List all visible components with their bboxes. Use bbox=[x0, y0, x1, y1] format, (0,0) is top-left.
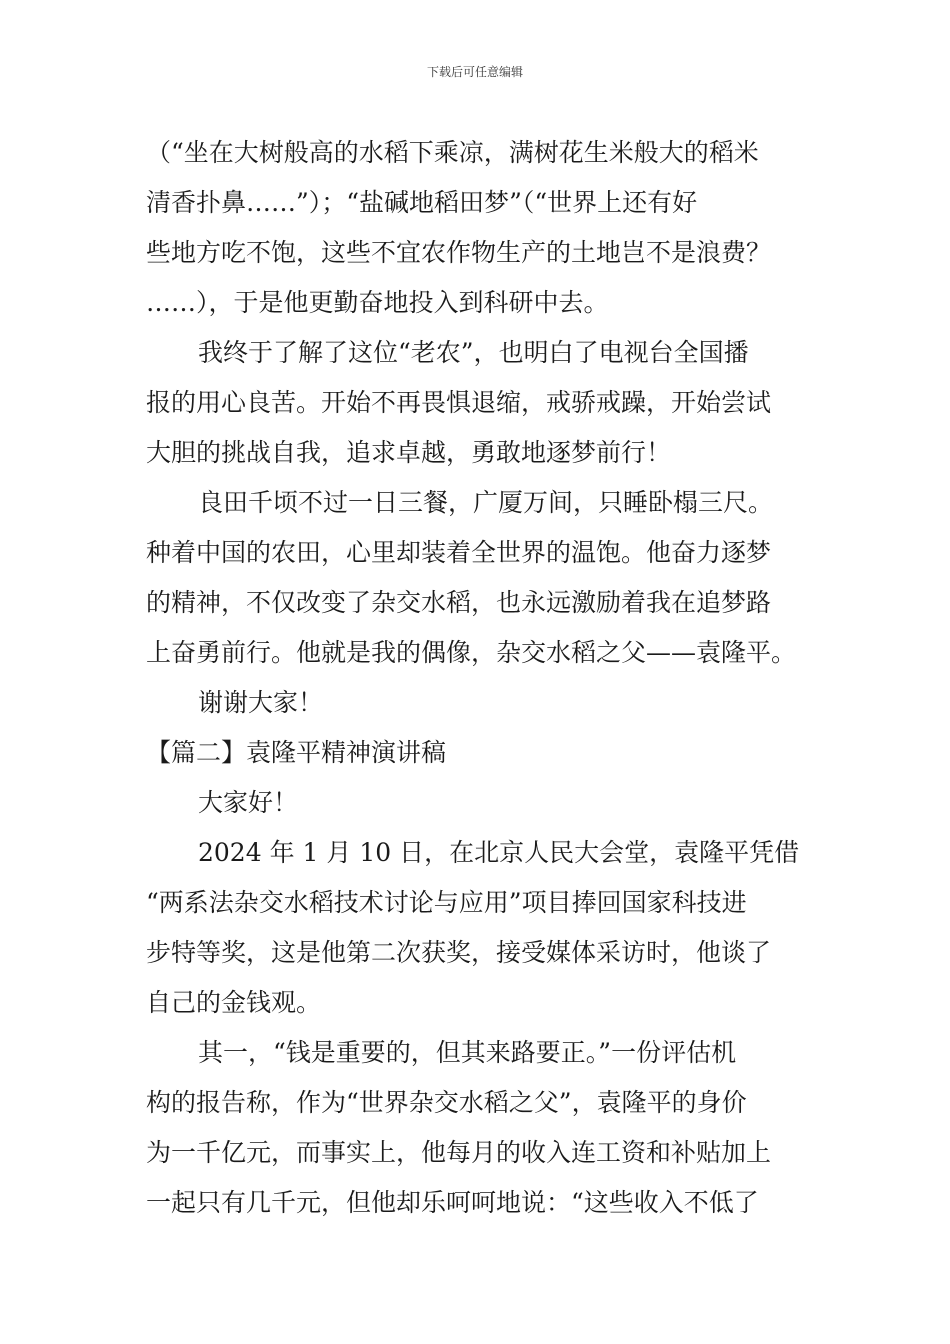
text-line: 一起只有几千元，但他却乐呵呵地说：“这些收入不低了 bbox=[146, 1188, 759, 1217]
text-line: （“坐在大树般高的水稻下乘凉，满树花生米般大的稻米 bbox=[146, 138, 759, 167]
text-line: 清香扑鼻……”）；“盐碱地稻田梦”（“世界上还有好 bbox=[146, 188, 698, 217]
page-header: 下载后可任意编辑 bbox=[426, 65, 523, 79]
text-line: 上奋勇前行。他就是我的偶像，杂交水稻之父——袁隆平。 bbox=[146, 638, 797, 667]
text-line: 大胆的挑战自我，追求卓越，勇敢地逐梦前行！ bbox=[146, 438, 672, 467]
text-line: 些地方吃不饱，这些不宜农作物生产的土地岂不是浪费？ bbox=[146, 238, 772, 267]
paragraph-start: 2024 年 1 月 10 日，在北京人民大会堂，袁隆平凭借 bbox=[198, 838, 800, 867]
text-line: 步特等奖，这是他第二次获奖，接受媒体采访时，他谈了 bbox=[146, 938, 772, 967]
text-line: “两系法杂交水稻技术讨论与应用”项目捧回国家科技进 bbox=[146, 888, 747, 917]
text-line: 报的用心良苦。开始不再畏惧退缩，戒骄戒躁，开始尝试 bbox=[146, 388, 772, 417]
text-line: 自己的金钱观。 bbox=[146, 988, 322, 1017]
document-body bbox=[146, 128, 810, 1228]
greeting-line: 大家好！ bbox=[198, 788, 299, 817]
section-heading: 【篇二】袁隆平精神演讲稿 bbox=[146, 738, 447, 767]
paragraph-start: 良田千顷不过一日三餐，广厦万间，只睡卧榻三尺。 bbox=[198, 488, 774, 517]
text-line: 构的报告称，作为“世界杂交水稻之父”，袁隆平的身价 bbox=[146, 1088, 747, 1117]
paragraph-start: 其一，“钱是重要的，但其来路要正。”一份评估机 bbox=[198, 1038, 737, 1067]
text-line: 为一千亿元，而事实上，他每月的收入连工资和补贴加上 bbox=[146, 1138, 772, 1167]
closing-line: 谢谢大家！ bbox=[198, 688, 324, 717]
paragraph-start: 我终于了解了这位“老农”，也明白了电视台全国播 bbox=[198, 338, 749, 367]
text-line: 的精神，不仅改变了杂交水稻，也永远激励着我在追梦路 bbox=[146, 588, 772, 617]
text-line: ……），于是他更勤奋地投入到科研中去。 bbox=[146, 288, 609, 317]
text-line: 种着中国的农田，心里却装着全世界的温饱。他奋力逐梦 bbox=[146, 538, 772, 567]
